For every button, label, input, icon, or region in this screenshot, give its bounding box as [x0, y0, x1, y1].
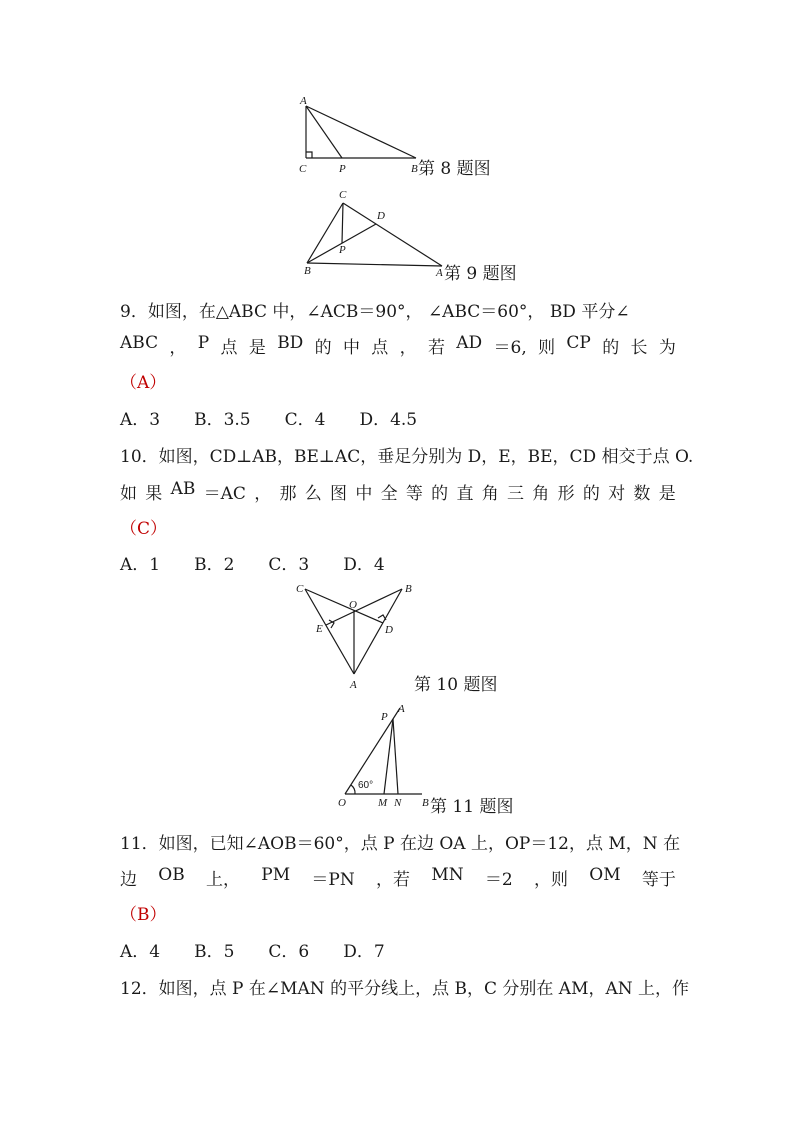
q10-token: 那 — [279, 484, 297, 504]
point-label-P: P — [381, 711, 388, 723]
segment-CP — [342, 203, 343, 243]
q11-line1: 11．如图，已知∠AOB＝60°，点 P 在边 OA 上，OP＝12，点 M，N 在 — [120, 834, 681, 854]
q10-token: AB — [170, 479, 196, 499]
segment-AB — [306, 106, 416, 158]
q10-options — [120, 550, 419, 575]
segment-PN — [393, 719, 398, 794]
q9-token: ， — [399, 338, 417, 358]
q11-token: ，若 — [376, 870, 411, 890]
angle-label: 60° — [358, 780, 374, 791]
q11-token: OM — [589, 865, 621, 885]
point-label-D: D — [377, 210, 385, 222]
figure-10-drawing — [292, 580, 422, 692]
q10-token: 的 — [431, 484, 449, 504]
q9-option-a: A．3 — [120, 410, 161, 430]
q11-token: PM — [261, 865, 291, 885]
q11-token: MN — [431, 865, 464, 885]
q9-token: 点 — [220, 338, 238, 358]
q9-token: BD — [277, 333, 304, 353]
q9-options — [120, 405, 451, 430]
q9-answer: （A） — [120, 373, 167, 393]
q11-options — [120, 937, 419, 962]
q12-line1: 12．如图，点 P 在∠MAN 的平分线上，点 B，C 分别在 AM，AN 上，作 — [120, 979, 690, 999]
q10-answer: （C） — [120, 519, 168, 539]
q9-option-c: C．4 — [284, 410, 326, 430]
q11-option-a: A．4 — [120, 942, 161, 962]
q9-token: 长 — [630, 338, 648, 358]
angle-arc — [351, 785, 355, 794]
figure-8-caption: 第 8 题图 — [418, 159, 491, 179]
q10-token: 数 — [633, 484, 651, 504]
q10-option-a: A．1 — [120, 555, 161, 575]
point-label-A: A — [300, 95, 307, 107]
q10-token: 图 — [330, 484, 348, 504]
q10-token: 角 — [532, 484, 550, 504]
figure-9-drawing — [296, 186, 456, 278]
q9-token: 的 — [314, 338, 332, 358]
q10-token: 对 — [608, 484, 626, 504]
q10-token: 等 — [405, 484, 423, 504]
q11-option-b: B．5 — [194, 942, 235, 962]
q9-token: ABC — [120, 333, 159, 353]
q9-token: ＝6, — [493, 338, 527, 358]
point-label-C: C — [296, 583, 304, 595]
figure-8 — [290, 92, 491, 182]
q9-token: AD — [456, 333, 483, 353]
point-label-B: B — [411, 163, 418, 175]
q9-token: ， — [169, 338, 187, 358]
segment-BA — [354, 589, 402, 674]
segment-BE — [326, 589, 402, 625]
q9-token: 中 — [342, 338, 360, 358]
q10-token: 么 — [304, 484, 322, 504]
point-label-C: C — [299, 163, 307, 175]
q10-line2 — [120, 479, 676, 504]
point-label-O: O — [338, 797, 346, 809]
segment-CB — [307, 203, 343, 263]
q11-token: ，则 — [534, 870, 568, 890]
figure-11-caption: 第 11 题图 — [430, 797, 514, 817]
segment-CA — [305, 589, 354, 674]
q11-token: 上， — [206, 870, 240, 890]
q9-option-b: B．3.5 — [194, 410, 251, 430]
right-angle-mark — [306, 152, 312, 158]
q9-token: P — [197, 333, 210, 353]
figure-9-caption: 第 9 题图 — [444, 264, 517, 284]
point-label-A: A — [350, 679, 357, 691]
q9-token: 点 — [371, 338, 389, 358]
q11-token: 边 — [120, 870, 137, 890]
segment-AP — [306, 106, 342, 158]
q10-token: 是 — [658, 484, 676, 504]
q11-token: 等于 — [641, 870, 676, 890]
figure-10-caption: 第 10 题图 — [414, 675, 498, 695]
q10-token: ， — [254, 484, 272, 504]
q9-token: 则 — [538, 338, 556, 358]
q10-token: 果 — [145, 484, 163, 504]
q9-token: 为 — [658, 338, 676, 358]
q11-answer-letter: B — [137, 905, 150, 925]
point-label-B: B — [405, 583, 412, 595]
q10-token: 全 — [380, 484, 398, 504]
point-label-D: D — [385, 624, 393, 636]
point-label-A: A — [398, 703, 405, 715]
point-label-B: B — [304, 265, 311, 277]
q9-token: 若 — [427, 338, 445, 358]
q10-option-d: D．4 — [343, 555, 385, 575]
q11-token: ＝PN — [311, 870, 355, 890]
segment-CD — [305, 589, 383, 623]
q10-token: 形 — [557, 484, 575, 504]
q10-token: 的 — [582, 484, 600, 504]
q11-token: ＝2 — [484, 870, 513, 890]
q9-option-d: D．4.5 — [359, 410, 418, 430]
q11-option-c: C．6 — [268, 942, 310, 962]
q10-option-c: C．3 — [268, 555, 310, 575]
point-label-C: C — [339, 189, 347, 201]
point-label-M: M — [378, 797, 388, 809]
q10-token: 如 — [120, 484, 137, 504]
q10-option-b: B．2 — [194, 555, 235, 575]
segment-BA — [307, 263, 442, 266]
q10-token: ＝AC — [203, 484, 246, 504]
point-label-B: B — [422, 797, 429, 809]
figure-10 — [292, 580, 498, 695]
figure-11 — [332, 700, 514, 817]
point-label-A: A — [436, 267, 443, 279]
point-label-P: P — [339, 244, 346, 256]
q9-line2 — [120, 333, 676, 358]
q9-line1: 9．如图，在△ABC 中，∠ACB＝90°， ∠ABC＝60°， BD 平分∠ — [120, 302, 630, 322]
q9-token: 的 — [602, 338, 620, 358]
figure-9 — [296, 186, 517, 284]
q11-option-d: D．7 — [343, 942, 385, 962]
q9-token: CP — [566, 333, 591, 353]
q10-token: 直 — [456, 484, 474, 504]
q10-token: 三 — [507, 484, 525, 504]
point-label-O: O — [349, 599, 357, 611]
q10-line1: 10．如图，CD⊥AB，BE⊥AC，垂足分别为 D，E，BE，CD 相交于点 O. — [120, 447, 694, 467]
q9-token: 是 — [248, 338, 266, 358]
q11-line2 — [120, 865, 676, 890]
point-label-P: P — [339, 163, 346, 175]
figure-8-drawing — [290, 92, 430, 182]
q11-answer: （B） — [120, 905, 167, 925]
q10-token: 中 — [355, 484, 373, 504]
q10-token: 角 — [481, 484, 499, 504]
q9-answer-letter: A — [137, 373, 150, 393]
point-label-E: E — [316, 623, 323, 635]
q10-answer-letter: C — [137, 519, 151, 539]
figure-11-drawing — [332, 700, 442, 812]
point-label-N: N — [394, 797, 402, 809]
q11-token: OB — [158, 865, 185, 885]
